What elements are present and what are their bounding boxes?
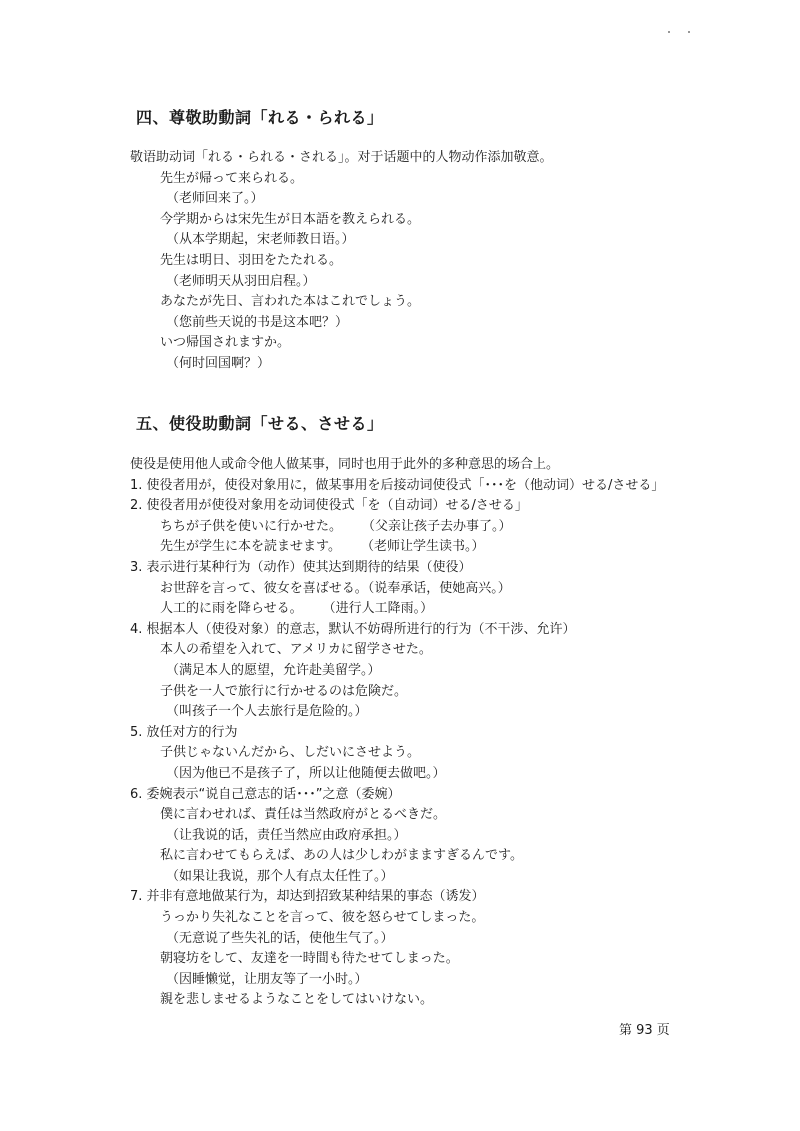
example-sentence (130, 599, 690, 620)
line-text: 使役是使用他人或命令他人做某事，同时也用于此外的多种意思的场合上。 (130, 457, 560, 472)
translation-line (130, 189, 690, 210)
example-sentence (130, 908, 690, 929)
translation-line (130, 929, 690, 950)
line-text: 7. 并非有意地做某行为，却达到招致某种结果的事态（诱发） (130, 889, 485, 905)
line-text: 僕に言わせれば、責任は当然政府がとるべきだ。 (160, 807, 447, 823)
translation-line (130, 702, 690, 723)
line-text: （满足本人的愿望，允许赴美留学。） (166, 662, 381, 678)
example-sentence (130, 743, 690, 764)
line-text: （您前些天说的书是这本吧？） (166, 314, 349, 330)
section-4-heading: 四、尊敬助動詞「れる・られる」 (136, 108, 384, 127)
line-text: お世辞を言って、彼女を喜ばせる。（说奉承话，使她高兴。） (160, 580, 511, 596)
text-line (130, 620, 690, 641)
line-text: （从本学期起，宋老师教日语。） (166, 232, 355, 248)
line-text: 先生が学生に本を読ませます。 (160, 539, 341, 555)
line-text: 4. 根据本人（使役对象）的意志，默认不妨碍所进行的行为（不干涉、允许） (130, 621, 576, 637)
line-text: （因睡懒觉，让朋友等了一小时。） (166, 971, 368, 987)
line-text: 親を悲しませるようなことをしてはいけない。 (160, 992, 434, 1008)
translation-line (130, 354, 690, 375)
line-text: 6. 委婉表示“说自己意志的话･･･”之意（委婉） (130, 786, 401, 802)
translation-line (130, 272, 690, 293)
line-text: （何时回国啊？） (166, 355, 271, 371)
example-sentence (130, 949, 690, 970)
text-line (130, 558, 690, 579)
section-5-heading: 五、使役助動詞「せる、させる」 (136, 414, 384, 433)
inline-translation: （父亲让孩子去办事了。） (362, 518, 512, 534)
text-line (130, 476, 690, 497)
translation-line (130, 970, 690, 991)
example-sentence (130, 579, 690, 600)
translation-line (130, 230, 690, 251)
example-sentence (130, 682, 690, 703)
example-sentence (130, 292, 690, 313)
line-text: 5. 放任对方的行为 (130, 724, 238, 740)
scan-speck-dot (668, 31, 670, 33)
line-text: うっかり失礼なことを言って、彼を怒らせてしまった。 (160, 910, 485, 926)
line-text: 1. 使役者用が，使役对象用に，做某事用を后接动词使役式「･･･を（他动词）せる/させる」 (130, 477, 665, 493)
line-text: 人工的に雨を降らせる。 (160, 601, 303, 617)
scan-speck-dot (688, 31, 690, 33)
line-text: （老师明天从羽田启程。） (166, 273, 316, 289)
text-line (130, 887, 690, 908)
example-sentence (130, 210, 690, 231)
translation-line (130, 764, 690, 785)
line-text: （因为他已不是孩子了，所以让他随便去做吧。） (166, 765, 446, 781)
line-text: 先生は明日、羽田をたたれる。 (160, 252, 343, 268)
translation-line (130, 661, 690, 682)
translation-line (130, 867, 690, 888)
line-text: 3. 表示进行某种行为（动作）使其达到期待的结果（使役） (130, 559, 472, 575)
text-line (130, 455, 690, 476)
example-sentence (130, 251, 690, 272)
inline-translation: （进行人工降雨。） (322, 601, 434, 617)
text-line (130, 785, 690, 806)
line-text: 先生が帰って来られる。 (160, 170, 304, 186)
line-text: （无意说了些失礼的话，使他生气了。） (166, 930, 394, 946)
text-line (130, 723, 690, 744)
section-4-body (130, 148, 690, 375)
example-sentence (130, 846, 690, 867)
page-number: 第 93 页 (619, 1023, 670, 1038)
section-5-body (130, 455, 690, 1011)
example-sentence (130, 517, 690, 538)
line-text: 私に言わせてもらえば、あの人は少しわがまますぎるんです。 (160, 848, 523, 864)
line-text: 朝寝坊をして、友達を一時間も待たせてしまった。 (160, 951, 459, 967)
inline-translation: （老师让学生读书。） (360, 539, 485, 555)
line-text: 敬语助动词「れる・られる・される」。对于话题中的人物动作添加敬意。 (130, 150, 553, 165)
line-text: 本人の希望を入れて、アメリカに留学させた。 (160, 642, 432, 658)
example-sentence (130, 990, 690, 1011)
example-sentence (130, 169, 690, 190)
line-text: （让我说的话，责任当然应由政府承担。） (166, 827, 407, 843)
text-line (130, 148, 690, 169)
line-text: （如果让我说，那个人有点太任性了。） (166, 868, 394, 884)
line-text: 子供を一人で旅行に行かせるのは危険だ。 (160, 683, 408, 699)
line-text: 子供じゃないんだから、しだいにさせよう。 (160, 745, 421, 761)
line-text: 今学期からは宋先生が日本語を教えられる。 (160, 211, 421, 227)
line-text: 2. 使役者用が使役对象用を动词使役式「を（自动词）せる/させる」 (130, 498, 528, 514)
example-sentence (130, 537, 690, 558)
line-text: （老师回来了。） (166, 191, 264, 207)
line-text: （叫孩子一个人去旅行是危险的。） (166, 704, 368, 720)
translation-line (130, 313, 690, 334)
line-text: あなたが先日、言われた本はこれでしょう。 (160, 294, 421, 310)
line-text: ちちが子供を使いに行かせた。 (160, 518, 343, 534)
text-line (130, 496, 690, 517)
example-sentence (130, 333, 690, 354)
example-sentence (130, 805, 690, 826)
line-text: いつ帰国されますか。 (160, 335, 291, 351)
example-sentence (130, 640, 690, 661)
translation-line (130, 826, 690, 847)
